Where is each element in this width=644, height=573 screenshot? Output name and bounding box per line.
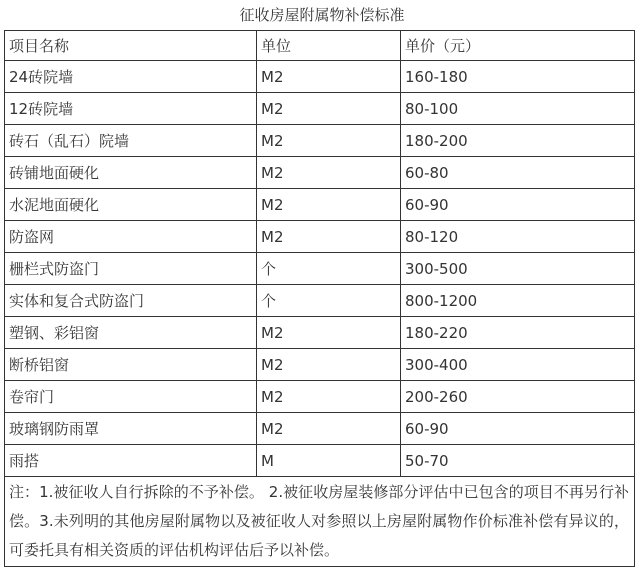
compensation-table [4,30,635,567]
unit-cell: M2 [257,221,401,253]
table-row [5,445,635,477]
table-row [5,93,635,125]
table-row [5,413,635,445]
price-cell: 160-180 [401,61,635,93]
table-row [5,157,635,189]
item-name-cell: 12砖院墙 [5,93,257,125]
table-row [5,349,635,381]
table-row [5,317,635,349]
price-cell: 300-500 [401,253,635,285]
table-note: 注：1.被征收人自行拆除的不予补偿。 2.被征收房屋装修部分评估中已包含的项目不再另行补偿。3.未列明的其他房屋附属物以及被征收人对参照以上房屋附属物作价标准补偿有异议的，可委托具有相关资质的评估机构评估后予以补偿。 [5,477,635,567]
unit-cell: M [257,445,401,477]
unit-cell: M2 [257,381,401,413]
column-header-unit-price: 单价（元） [401,31,635,61]
unit-cell: M2 [257,317,401,349]
table-row [5,381,635,413]
price-cell: 200-260 [401,381,635,413]
item-name-cell: 砖石（乱石）院墙 [5,125,257,157]
table-header-row [5,31,635,61]
unit-cell: 个 [257,285,401,317]
unit-cell: 个 [257,253,401,285]
price-cell: 300-400 [401,349,635,381]
item-name-cell: 防盗网 [5,221,257,253]
price-cell: 180-200 [401,125,635,157]
unit-cell: M2 [257,125,401,157]
unit-cell: M2 [257,157,401,189]
unit-cell: M2 [257,349,401,381]
item-name-cell: 卷帘门 [5,381,257,413]
item-name-cell: 断桥铝窗 [5,349,257,381]
table-note-row [5,477,635,567]
table-row [5,61,635,93]
price-cell: 180-220 [401,317,635,349]
price-cell: 50-70 [401,445,635,477]
item-name-cell: 塑钢、彩铝窗 [5,317,257,349]
document-title: 征收房屋附属物补偿标准 [239,6,405,24]
unit-cell: M2 [257,61,401,93]
column-header-item-name: 项目名称 [5,31,257,61]
price-cell: 60-90 [401,413,635,445]
item-name-cell: 玻璃钢防雨罩 [5,413,257,445]
table-row [5,125,635,157]
price-cell: 80-100 [401,93,635,125]
price-cell: 60-80 [401,157,635,189]
price-cell: 80-120 [401,221,635,253]
item-name-cell: 24砖院墙 [5,61,257,93]
column-header-unit: 单位 [257,31,401,61]
item-name-cell: 栅栏式防盗门 [5,253,257,285]
price-cell: 800-1200 [401,285,635,317]
table-row [5,221,635,253]
table-row [5,189,635,221]
unit-cell: M2 [257,189,401,221]
item-name-cell: 水泥地面硬化 [5,189,257,221]
item-name-cell: 砖铺地面硬化 [5,157,257,189]
table-row [5,253,635,285]
price-cell: 60-90 [401,189,635,221]
item-name-cell: 雨搭 [5,445,257,477]
unit-cell: M2 [257,413,401,445]
table-row [5,285,635,317]
item-name-cell: 实体和复合式防盗门 [5,285,257,317]
unit-cell: M2 [257,93,401,125]
